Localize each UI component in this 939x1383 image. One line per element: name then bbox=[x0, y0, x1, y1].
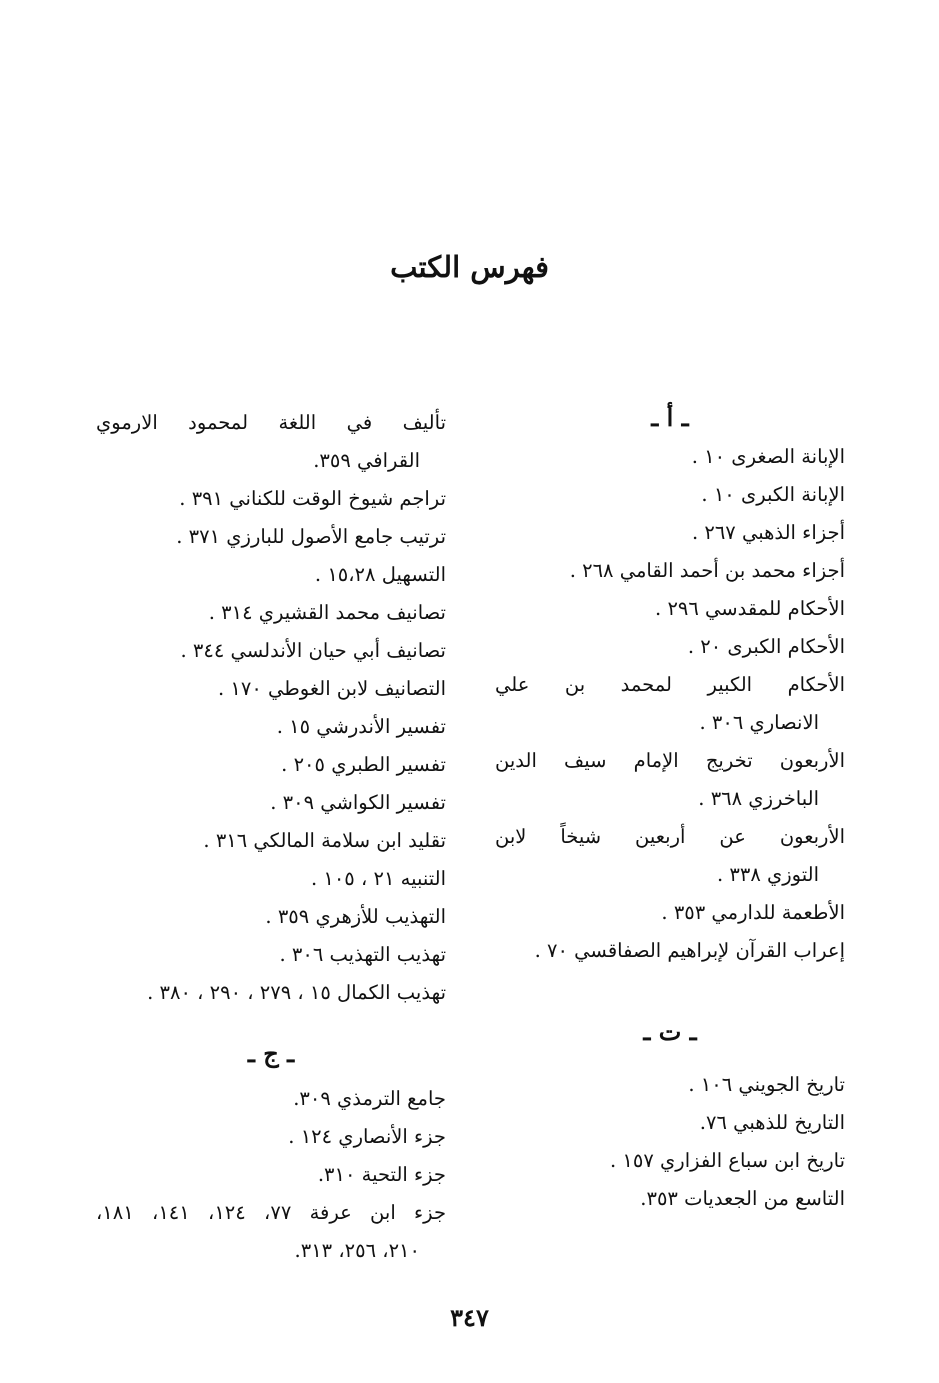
index-entry: أجزاء الذهبي ٢٦٧ . bbox=[691, 521, 845, 544]
index-entry-line: الأربعون عن أربعين شيخاً لابن bbox=[495, 825, 845, 848]
index-entry-continuation: ٢١٠، ٢٥٦، ٣١٣. bbox=[294, 1239, 420, 1262]
page-title: فهرس الكتب bbox=[390, 250, 549, 284]
index-entry: تصانيف محمد القشيري ٣١٤ . bbox=[208, 601, 446, 624]
index-entry: أجزاء محمد بن أحمد القامي ٢٦٨ . bbox=[569, 559, 845, 582]
index-entry: التصانيف لابن الغوطي ١٧٠ . bbox=[217, 677, 446, 700]
index-entry-continuation: الانصاري ٣٠٦ . bbox=[699, 711, 819, 734]
index-entry: تراجم شيوخ الوقت للكناني ٣٩١ . bbox=[179, 487, 446, 510]
index-entry: جزء التحية ٣١٠. bbox=[317, 1163, 446, 1186]
index-entry: تهذيب التهذيب ٣٠٦ . bbox=[279, 943, 446, 966]
index-entry: تفسير الأندرشي ١٥ . bbox=[276, 715, 446, 738]
index-entry: التهذيب للأزهري ٣٥٩ . bbox=[265, 905, 446, 928]
index-entry: الإبانة الصغرى ١٠ . bbox=[691, 445, 845, 468]
index-entry-continuation: القرافي ٣٥٩. bbox=[313, 449, 420, 472]
index-entry: تاريخ الجويني ١٠٦ . bbox=[688, 1073, 845, 1096]
index-entry-line: الأحكام الكبير لمحمد بن علي bbox=[495, 673, 845, 696]
index-entry: تهذيب الكمال ١٥ ، ٢٧٩ ، ٢٩٠ ، ٣٨٠ . bbox=[147, 981, 446, 1004]
index-entry bbox=[96, 1194, 446, 1270]
index-entry-continuation: الباخرزي ٣٦٨ . bbox=[698, 787, 819, 810]
index-entry: تفسير الكواشي ٣٠٩ . bbox=[270, 791, 446, 814]
index-entry: جزء الأنصاري ١٢٤ . bbox=[288, 1125, 446, 1148]
index-entry-continuation: التوزي ٣٣٨ . bbox=[716, 863, 819, 886]
index-entry: تصانيف أبي حيان الأندلسي ٣٤٤ . bbox=[180, 639, 446, 662]
index-entry: الأحكام الكبرى ٢٠ . bbox=[687, 635, 845, 658]
index-entry: تقليد ابن سلامة المالكي ٣١٦ . bbox=[203, 829, 446, 852]
index-entry: جامع الترمذي ٣٠٩. bbox=[293, 1087, 446, 1110]
page-number: ٣٤٧ bbox=[450, 1303, 489, 1332]
index-entry-line: جزء ابن عرفة ٧٧، ١٢٤، ١٤١، ١٨١، bbox=[96, 1201, 447, 1224]
index-entry bbox=[495, 742, 845, 818]
index-entry-line: الأربعون تخريج الإمام سيف الدين bbox=[495, 749, 845, 772]
index-entry: إعراب القرآن لإبراهيم الصفاقسي ٧٠ . bbox=[534, 939, 845, 962]
index-entry: التاريخ للذهبي ٧٦. bbox=[699, 1111, 845, 1134]
index-entry: التنبيه ٢١ ، ١٠٥ . bbox=[310, 867, 446, 890]
index-entry: التاسع من الجعديات ٣٥٣. bbox=[640, 1187, 845, 1210]
index-entry bbox=[495, 818, 845, 894]
section-heading-alif: ـ أ ـ bbox=[651, 403, 689, 432]
index-entry bbox=[96, 404, 446, 480]
index-column-left bbox=[96, 404, 446, 1270]
index-entry: التسهيل ١٥،٢٨ . bbox=[314, 563, 446, 586]
index-entry: ترتيب جامع الأصول للبارزي ٣٧١ . bbox=[176, 525, 446, 548]
index-entry: الأحكام للمقدسي ٢٩٦ . bbox=[655, 597, 845, 620]
section-heading-jim: ـ ج ـ bbox=[247, 1039, 295, 1068]
index-entry: تفسير الطبري ٢٠٥ . bbox=[281, 753, 446, 776]
index-column-right bbox=[495, 398, 845, 1218]
index-entry bbox=[495, 666, 845, 742]
index-entry: الأطعمة للدارمي ٣٥٣ . bbox=[661, 901, 845, 924]
index-entry: تاريخ ابن سباع الفزاري ١٥٧ . bbox=[610, 1149, 845, 1172]
section-heading-ta: ـ ت ـ bbox=[643, 1017, 697, 1046]
index-entry: الإبانة الكبرى ١٠ . bbox=[701, 483, 845, 506]
index-entry-line: تأليف في اللغة لمحمود الارموي bbox=[96, 411, 446, 434]
